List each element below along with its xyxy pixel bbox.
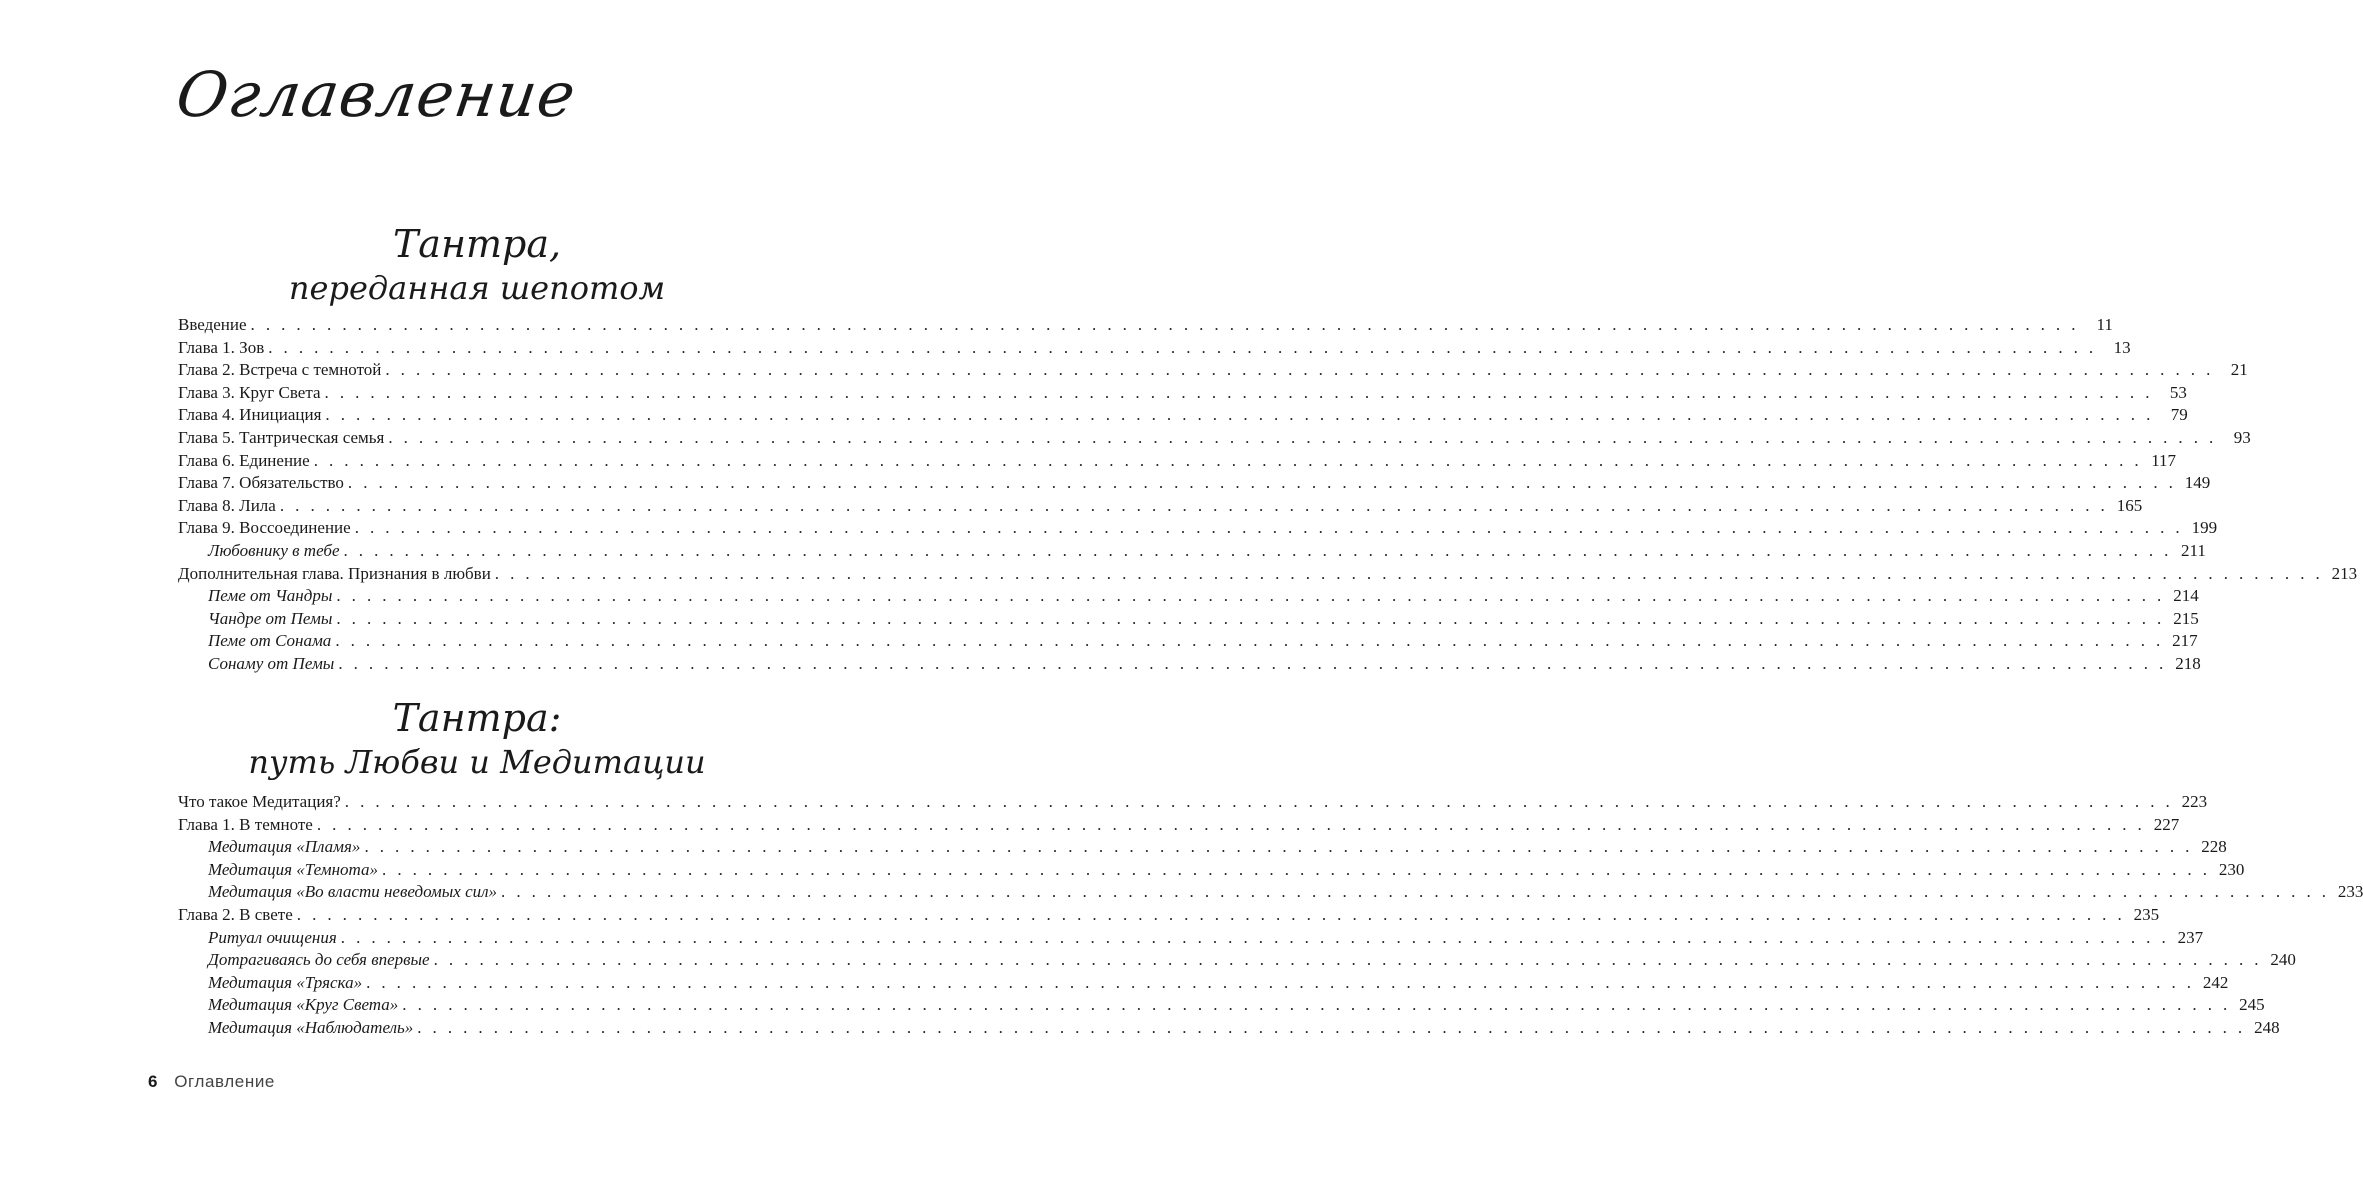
toc-page-number: 93 [2233,427,2251,447]
toc-entry-title: Что такое Медитация? [178,792,341,811]
toc-page-number: 228 [2201,837,2227,857]
toc-page-number: 211 [2180,540,2206,560]
dot-leader: . . . . . . . . . . . . . . . . . . . . . . . . . . . . . . . . . . . . . . . . . . . . . . . . . . . . . . . . . . . . . . . . . . . . . . . . . . . . . . . . . . . . . . . . . . . . . . . . . . . . . . . . . . . . . . . . . . . . . . . . [364,837,2193,857]
toc-entry-title: Медитация «Круг Света» [208,995,399,1015]
section-heading-1 [178,222,776,310]
toc-entry[interactable] [178,563,2358,586]
dot-leader: . . . . . . . . . . . . . . . . . . . . . . . . . . . . . . . . . . . . . . . . . . . . . . . . . . . . . . . . . . . . . . . . . . . . . . . . . . . . . . . . . . . . . . . . . . . . . . . . . . . . . . . . . . . . . . . . . . . . . . . . [268,337,2097,357]
dot-leader: . . . . . . . . . . . . . . . . . . . . . . . . . . . . . . . . . . . . . . . . . . . . . . . . . . . . . . . . . . . . . . . . . . . . . . . . . . . . . . . . . . . . . . . . . . . . . . . . . . . . . . . . . . . . . . . . . . . . . . . . [402,995,2231,1015]
toc-page-number: 218 [2175,653,2201,673]
toc-page-number: 11 [2096,315,2113,334]
toc-page-number: 248 [2254,1017,2280,1037]
dot-leader: . . . . . . . . . . . . . . . . . . . . . . . . . . . . . . . . . . . . . . . . . . . . . . . . . . . . . . . . . . . . . . . . . . . . . . . . . . . . . . . . . . . . . . . . . . . . . . . . . . . . . . . . . . . . . . . . . . . . . . . . [366,972,2195,992]
footer-label: Оглавление [174,1072,275,1091]
toc-page-number: 165 [2116,495,2143,515]
section-heading-line1: Тантра, [392,222,562,266]
dot-leader: . . . . . . . . . . . . . . . . . . . . . . . . . . . . . . . . . . . . . . . . . . . . . . . . . . . . . . . . . . . . . . . . . . . . . . . . . . . . . . . . . . . . . . . . . . . . . . . . . . . . . . . . . . . . . . . . . . . . . . . . [388,427,2217,447]
toc-page-number: 237 [2177,927,2204,947]
toc-entry[interactable] [178,904,2160,927]
toc-page-number: 213 [2331,563,2358,583]
toc-subentry[interactable] [178,859,2245,882]
toc-entry[interactable] [178,427,2251,450]
page-footer [148,1072,275,1092]
toc-entry[interactable] [178,404,2188,427]
toc-subentry[interactable] [178,949,2296,972]
toc-entry-title: Глава 1. В темноте [178,814,313,834]
toc-entry[interactable] [178,814,2180,837]
toc-entry[interactable] [178,382,2187,405]
toc-entry-title: Медитация «Тряска» [208,972,363,992]
toc-subentry[interactable] [178,836,2227,859]
toc-subentry[interactable] [178,630,2198,653]
section-heading-2 [178,696,776,784]
toc-entry-title: Глава 5. Тантрическая семья [178,427,385,447]
toc-page-number: 53 [2169,382,2187,402]
toc-entry-title: Медитация «Во власти неведомых сил» [208,882,498,902]
toc-subentry[interactable] [178,653,2201,676]
dot-leader: . . . . . . . . . . . . . . . . . . . . . . . . . . . . . . . . . . . . . . . . . . . . . . . . . . . . . . . . . . . . . . . . . . . . . . . . . . . . . . . . . . . . . . . . . . . . . . . . . . . . . . . . . . . . . . . . . . . . . . . . [494,563,2324,583]
toc-entry-title: Пеме от Чандры [208,586,333,606]
dot-leader: . . . . . . . . . . . . . . . . . . . . . . . . . . . . . . . . . . . . . . . . . . . . . . . . . . . . . . . . . . . . . . . . . . . . . . . . . . . . . . . . . . . . . . . . . . . . . . . . . . . . . . . . . . . . . . . . . . . . . . . . [501,882,2330,902]
toc-entry[interactable] [178,337,2131,360]
toc-entry-title: Медитация «Темнота» [208,859,379,879]
toc-page-number: 235 [2133,904,2160,924]
toc-entry-title: Дотрагиваясь до себя впервые [208,950,430,970]
toc-section-2 [178,791,2363,1040]
dot-leader: . . . . . . . . . . . . . . . . . . . . . . . . . . . . . . . . . . . . . . . . . . . . . . . . . . . . . . . . . . . . . . . . . . . . . . . . . . . . . . . . . . . . . . . . . . . . . . . . . . . . . . . . . . . . . . . . . . . . . . . . [338,653,2167,673]
dot-leader: . . . . . . . . . . . . . . . . . . . . . . . . . . . . . . . . . . . . . . . . . . . . . . . . . . . . . . . . . . . . . . . . . . . . . . . . . . . . . . . . . . . . . . . . . . . . . . . . . . . . . . . . . . . . . . . . . . . . . . . . [336,608,2165,628]
toc-entry[interactable] [178,450,2177,473]
toc-page-number: 79 [2170,405,2188,425]
toc-entry-title: Глава 4. Инициация [178,405,322,425]
toc-subentry[interactable] [178,540,2206,563]
toc-entry[interactable] [178,472,2211,495]
toc-subentry[interactable] [178,585,2199,608]
toc-entry-title: Глава 2. В свете [178,904,293,924]
toc-page-number: 117 [2151,450,2177,470]
page-title: Оглавление [172,58,581,131]
section-heading-line1: Тантра: [392,696,562,740]
toc-page-number: 242 [2202,972,2229,992]
dot-leader: . . . . . . . . . . . . . . . . . . . . . . . . . . . . . . . . . . . . . . . . . . . . . . . . . . . . . . . . . . . . . . . . . . . . . . . . . . . . . . . . . . . . . . . . . . . . . . . . . . . . . . . . . . . . . . . . . . . . . . . . [344,792,2174,811]
toc-subentry[interactable] [178,927,2204,950]
toc-subentry[interactable] [178,972,2229,995]
dot-leader: . . . . . . . . . . . . . . . . . . . . . . . . . . . . . . . . . . . . . . . . . . . . . . . . . . . . . . . . . . . . . . . . . . . . . . . . . . . . . . . . . . . . . . . . . . . . . . . . . . . . . . . . . . . . . . . . . . . . . . . . [343,540,2172,560]
dot-leader: . . . . . . . . . . . . . . . . . . . . . . . . . . . . . . . . . . . . . . . . . . . . . . . . . . . . . . . . . . . . . . . . . . . . . . . . . . . . . . . . . . . . . . . . . . . . . . . . . . . . . . . . . . . . . . . . . . . . . . . . [382,859,2211,879]
toc-page-number: 245 [2239,995,2265,1015]
dot-leader: . . . . . . . . . . . . . . . . . . . . . . . . . . . . . . . . . . . . . . . . . . . . . . . . . . . . . . . . . . . . . . . . . . . . . . . . . . . . . . . . . . . . . . . . . . . . . . . . . . . . . . . . . . . . . . . . . . . . . . . . [335,631,2164,651]
toc-entry[interactable] [178,359,2248,382]
toc-entry-title: Дополнительная глава. Признания в любви [178,563,491,583]
toc-page-number: 240 [2270,950,2296,970]
toc-entry-title: Любовнику в тебе [208,540,340,560]
toc-entry-title: Глава 9. Воссоединение [178,518,351,538]
toc-page-number: 13 [2113,337,2131,357]
toc-entry[interactable] [178,495,2143,518]
dot-leader: . . . . . . . . . . . . . . . . . . . . . . . . . . . . . . . . . . . . . . . . . . . . . . . . . . . . . . . . . . . . . . . . . . . . . . . . . . . . . . . . . . . . . . . . . . . . . . . . . . . . . . . . . . . . . . . . . . . . . . . . [336,586,2165,606]
toc-entry-title: Глава 7. Обязательство [178,473,344,493]
toc-page-number: 227 [2153,814,2180,834]
dot-leader: . . . . . . . . . . . . . . . . . . . . . . . . . . . . . . . . . . . . . . . . . . . . . . . . . . . . . . . . . . . . . . . . . . . . . . . . . . . . . . . . . . . . . . . . . . . . . . . . . . . . . . . . . . . . . . . . . . . . . . . . [296,904,2126,924]
dot-leader: . . . . . . . . . . . . . . . . . . . . . . . . . . . . . . . . . . . . . . . . . . . . . . . . . . . . . . . . . . . . . . . . . . . . . . . . . . . . . . . . . . . . . . . . . . . . . . . . . . . . . . . . . . . . . . . . . . . . . . . . [324,382,2153,402]
section-heading-line2: переданная шепотом [288,269,666,307]
dot-leader: . . . . . . . . . . . . . . . . . . . . . . . . . . . . . . . . . . . . . . . . . . . . . . . . . . . . . . . . . . . . . . . . . . . . . . . . . . . . . . . . . . . . . . . . . . . . . . . . . . . . . . . . . . . . . . . . . . . . . . . . [347,473,2177,493]
toc-entry-title: Чандре от Пемы [208,608,333,628]
toc-page-number: 149 [2184,473,2211,493]
footer-page-number: 6 [148,1072,158,1091]
toc-page-number: 214 [2173,586,2199,606]
toc-subentry[interactable] [178,881,2363,904]
dot-leader: . . . . . . . . . . . . . . . . . . . . . . . . . . . . . . . . . . . . . . . . . . . . . . . . . . . . . . . . . . . . . . . . . . . . . . . . . . . . . . . . . . . . . . . . . . . . . . . . . . . . . . . . . . . . . . . . . . . . . . . . [354,518,2184,538]
toc-entry-title: Введение [178,315,247,334]
toc-entry[interactable] [178,791,2208,814]
toc-entry-title: Медитация «Пламя» [208,837,361,857]
toc-entry-title: Сонаму от Пемы [208,653,335,673]
toc-entry[interactable] [178,314,2113,337]
dot-leader: . . . . . . . . . . . . . . . . . . . . . . . . . . . . . . . . . . . . . . . . . . . . . . . . . . . . . . . . . . . . . . . . . . . . . . . . . . . . . . . . . . . . . . . . . . . . . . . . . . . . . . . . . . . . . . . . . . . . . . . . [417,1017,2246,1037]
toc-entry-title: Глава 3. Круг Света [178,382,321,402]
toc-entry-title: Глава 8. Лила [178,495,276,515]
toc-page-number: 223 [2181,792,2208,811]
toc-subentry[interactable] [178,1017,2280,1040]
toc-entry-title: Глава 2. Встреча с темнотой [178,360,382,380]
dot-leader: . . . . . . . . . . . . . . . . . . . . . . . . . . . . . . . . . . . . . . . . . . . . . . . . . . . . . . . . . . . . . . . . . . . . . . . . . . . . . . . . . . . . . . . . . . . . . . . . . . . . . . . . . . . . . . . . . . . . . . . . [325,405,2154,425]
dot-leader: . . . . . . . . . . . . . . . . . . . . . . . . . . . . . . . . . . . . . . . . . . . . . . . . . . . . . . . . . . . . . . . . . . . . . . . . . . . . . . . . . . . . . . . . . . . . . . . . . . . . . . . . . . . . . . . . . . . . . . . . [250,315,2079,334]
dot-leader: . . . . . . . . . . . . . . . . . . . . . . . . . . . . . . . . . . . . . . . . . . . . . . . . . . . . . . . . . . . . . . . . . . . . . . . . . . . . . . . . . . . . . . . . . . . . . . . . . . . . . . . . . . . . . . . . . . . . . . . . [313,450,2143,470]
toc-entry-title: Пеме от Сонама [208,631,332,651]
toc-page-number: 199 [2191,518,2218,538]
toc-entry-title: Ритуал очищения [208,927,337,947]
toc-page-number: 230 [2218,859,2245,879]
dot-leader: . . . . . . . . . . . . . . . . . . . . . . . . . . . . . . . . . . . . . . . . . . . . . . . . . . . . . . . . . . . . . . . . . . . . . . . . . . . . . . . . . . . . . . . . . . . . . . . . . . . . . . . . . . . . . . . . . . . . . . . . [316,814,2146,834]
toc-page-number: 217 [2172,631,2198,651]
dot-leader: . . . . . . . . . . . . . . . . . . . . . . . . . . . . . . . . . . . . . . . . . . . . . . . . . . . . . . . . . . . . . . . . . . . . . . . . . . . . . . . . . . . . . . . . . . . . . . . . . . . . . . . . . . . . . . . . . . . . . . . . [385,360,2214,380]
toc-entry-title: Глава 6. Единение [178,450,310,470]
toc-page-number: 21 [2230,360,2248,380]
dot-leader: . . . . . . . . . . . . . . . . . . . . . . . . . . . . . . . . . . . . . . . . . . . . . . . . . . . . . . . . . . . . . . . . . . . . . . . . . . . . . . . . . . . . . . . . . . . . . . . . . . . . . . . . . . . . . . . . . . . . . . . . [279,495,2109,515]
toc-page-number: 215 [2173,608,2199,628]
toc-entry[interactable] [178,517,2218,540]
section-heading-line2: путь Любви и Медитации [248,743,706,781]
dot-leader: . . . . . . . . . . . . . . . . . . . . . . . . . . . . . . . . . . . . . . . . . . . . . . . . . . . . . . . . . . . . . . . . . . . . . . . . . . . . . . . . . . . . . . . . . . . . . . . . . . . . . . . . . . . . . . . . . . . . . . . . [433,950,2262,970]
toc-page-number: 233 [2337,882,2363,902]
toc-entry-title: Медитация «Наблюдатель» [208,1017,414,1037]
toc-subentry[interactable] [178,608,2199,631]
toc-entry-title: Глава 1. Зов [178,337,265,357]
dot-leader: . . . . . . . . . . . . . . . . . . . . . . . . . . . . . . . . . . . . . . . . . . . . . . . . . . . . . . . . . . . . . . . . . . . . . . . . . . . . . . . . . . . . . . . . . . . . . . . . . . . . . . . . . . . . . . . . . . . . . . . . [340,927,2170,947]
toc-subentry[interactable] [178,994,2265,1017]
toc-section-1 [178,314,2358,676]
